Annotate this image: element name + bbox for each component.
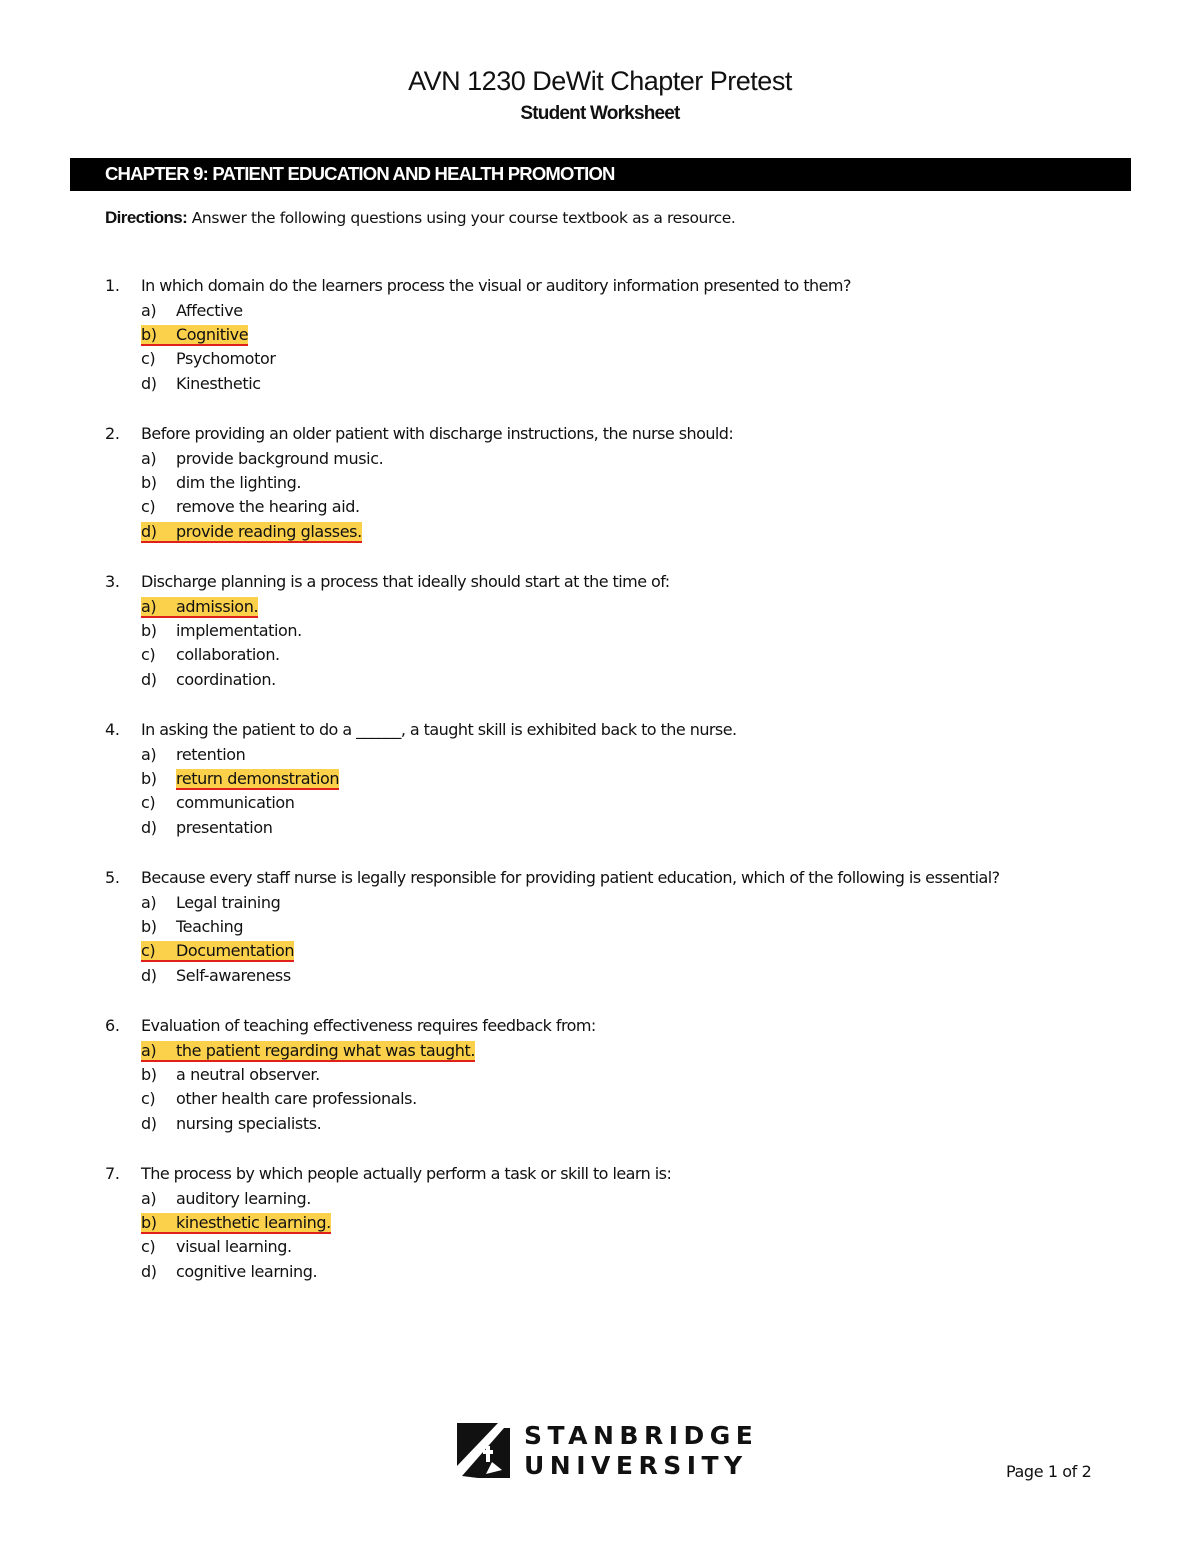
question-number: 5.	[105, 868, 120, 887]
directions-text: Answer the following questions using your course textbook as a resource.	[187, 209, 736, 227]
chapter-heading-bar	[70, 158, 1131, 191]
question-text: In which domain do the learners process the visual or auditory information presented to them?	[141, 276, 851, 295]
option-letter: a)	[141, 893, 157, 912]
option-text: collaboration.	[176, 645, 280, 664]
option-d	[141, 818, 272, 840]
option-letter: b)	[141, 621, 157, 640]
document-subtitle: Student Worksheet	[520, 103, 680, 124]
question-number: 4.	[105, 720, 120, 739]
option-c	[141, 497, 360, 519]
option-letter: d)	[141, 374, 157, 393]
question-text: Before providing an older patient with discharge instructions, the nurse should:	[141, 424, 734, 443]
option-text: the patient regarding what was taught.	[176, 1041, 476, 1060]
option-a	[141, 745, 245, 767]
directions	[105, 208, 735, 228]
option-text: Self-awareness	[176, 966, 291, 985]
option-text: Affective	[176, 301, 243, 320]
question-number: 1.	[105, 276, 120, 295]
option-d	[141, 670, 276, 692]
chapter-heading: CHAPTER 9: PATIENT EDUCATION AND HEALTH PROMOTION	[105, 163, 615, 184]
question-number: 7.	[105, 1164, 120, 1183]
option-letter: c)	[141, 349, 156, 368]
option-d	[141, 966, 291, 988]
option-letter: b)	[141, 769, 157, 788]
option-b-highlighted	[141, 769, 339, 791]
option-text: coordination.	[176, 670, 276, 689]
option-text: Documentation	[176, 941, 295, 960]
option-text: implementation.	[176, 621, 302, 640]
option-letter: a)	[141, 301, 157, 320]
option-text: visual learning.	[176, 1237, 292, 1256]
option-text: remove the hearing aid.	[176, 497, 360, 516]
logo-line-university: UNIVERSITY	[524, 1451, 748, 1480]
logo-line-stanbridge: STANBRIDGE	[524, 1421, 759, 1450]
option-d	[141, 374, 261, 396]
option-b	[141, 473, 301, 495]
option-letter: a)	[141, 597, 157, 616]
option-c	[141, 645, 280, 667]
option-text: other health care professionals.	[176, 1089, 417, 1108]
option-letter: d)	[141, 1114, 157, 1133]
option-a-highlighted	[141, 1041, 475, 1063]
option-c-highlighted	[141, 941, 294, 963]
option-text: a neutral observer.	[176, 1065, 320, 1084]
option-letter: d)	[141, 1262, 157, 1281]
option-b-highlighted	[141, 325, 248, 347]
question-text: In asking the patient to do a ______, a taught skill is exhibited back to the nurse.	[141, 720, 737, 739]
option-b	[141, 1065, 320, 1087]
option-text: provide reading glasses.	[176, 522, 362, 541]
option-letter: b)	[141, 473, 157, 492]
question-text: Because every staff nurse is legally responsible for providing patient education, which of the following is essential?	[141, 868, 1000, 887]
document-title: AVN 1230 DeWit Chapter Pretest	[408, 66, 792, 96]
option-letter: c)	[141, 497, 156, 516]
option-text: Kinesthetic	[176, 374, 261, 393]
option-d	[141, 1262, 317, 1284]
stanbridge-university-logo	[456, 1420, 759, 1484]
option-b	[141, 621, 302, 643]
directions-label: Directions:	[105, 208, 188, 227]
option-text: Cognitive	[176, 325, 249, 344]
option-letter: c)	[141, 941, 156, 960]
option-d-highlighted	[141, 522, 362, 544]
option-text: retention	[176, 745, 246, 764]
question-number: 6.	[105, 1016, 120, 1035]
option-text: kinesthetic learning.	[176, 1213, 331, 1232]
option-text: Psychomotor	[176, 349, 276, 368]
option-letter: d)	[141, 966, 157, 985]
logo-wordmark	[524, 1421, 758, 1481]
option-letter: a)	[141, 1189, 157, 1208]
question-text: Discharge planning is a process that ideally should start at the time of:	[141, 572, 670, 591]
option-text: provide background music.	[176, 449, 384, 468]
question-text: The process by which people actually perform a task or skill to learn is:	[141, 1164, 672, 1183]
option-letter: c)	[141, 793, 156, 812]
question-number: 3.	[105, 572, 120, 591]
option-c	[141, 349, 276, 371]
option-letter: c)	[141, 1237, 156, 1256]
option-c	[141, 793, 295, 815]
option-c	[141, 1237, 292, 1259]
option-letter: c)	[141, 645, 156, 664]
option-text: auditory learning.	[176, 1189, 311, 1208]
option-text: cognitive learning.	[176, 1262, 318, 1281]
page-number: Page 1 of 2	[1006, 1462, 1092, 1481]
option-letter: b)	[141, 1213, 157, 1232]
option-b	[141, 917, 243, 939]
option-letter: a)	[141, 449, 157, 468]
option-text: return demonstration	[176, 769, 340, 788]
option-text: Teaching	[176, 917, 244, 936]
option-letter: a)	[141, 745, 157, 764]
option-text: Legal training	[176, 893, 281, 912]
option-text: admission.	[176, 597, 259, 616]
option-text: communication	[176, 793, 295, 812]
option-d	[141, 1114, 321, 1136]
option-letter: d)	[141, 670, 157, 689]
stanbridge-shield-icon	[456, 1420, 512, 1482]
question-text: Evaluation of teaching effectiveness requires feedback from:	[141, 1016, 596, 1035]
option-text: nursing specialists.	[176, 1114, 322, 1133]
option-letter: a)	[141, 1041, 157, 1060]
option-letter: b)	[141, 917, 157, 936]
option-a	[141, 301, 243, 323]
option-letter: c)	[141, 1089, 156, 1108]
option-b-highlighted	[141, 1213, 331, 1235]
option-letter: d)	[141, 818, 157, 837]
option-text: presentation	[176, 818, 273, 837]
option-a	[141, 449, 383, 471]
option-letter: b)	[141, 325, 157, 344]
option-a-highlighted	[141, 597, 258, 619]
option-c	[141, 1089, 417, 1111]
question-number: 2.	[105, 424, 120, 443]
option-letter: d)	[141, 522, 157, 541]
option-a	[141, 893, 280, 915]
option-letter: b)	[141, 1065, 157, 1084]
option-text: dim the lighting.	[176, 473, 302, 492]
option-a	[141, 1189, 311, 1211]
